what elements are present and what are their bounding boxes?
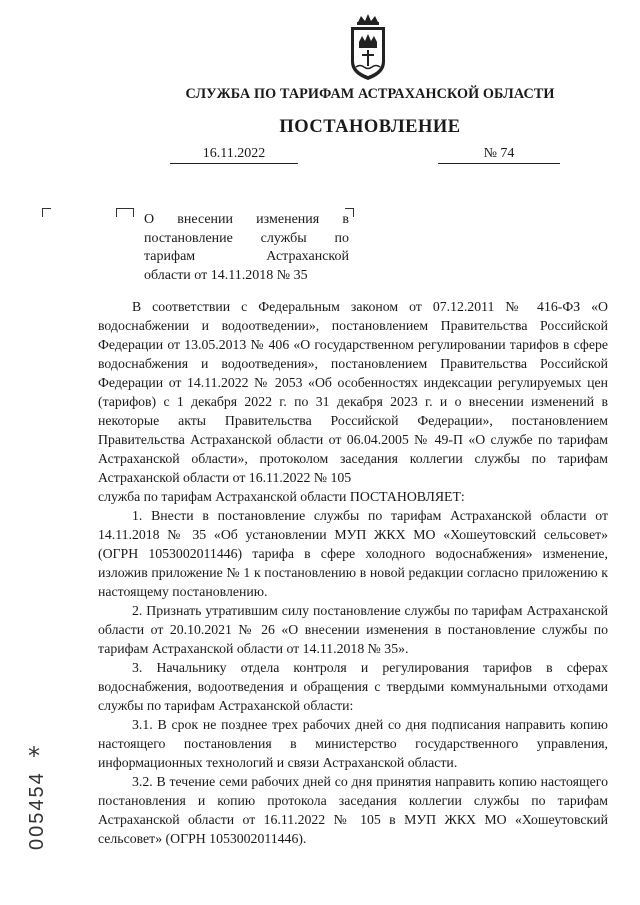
clause-3-1: 3.1. В срок не позднее трех рабочих дней со дня подписания направить копию настоящего постановления в министерство государственного управления, информационных технологий и связи Астраханской области.	[98, 717, 608, 770]
subject-line: постановление службы по	[144, 230, 349, 246]
subject-block	[144, 211, 349, 285]
clause-3-2: 3.2. В течение семи рабочих дней со дня принятия направить копию настоящего постановления и копию протокола заседания коллегии службы по тарифам Астраханской области от 16.11.2022 № 105 в МУП ЖКХ МО «Хошеутовский сельсовет» (ОГРН 1053002011446).	[98, 774, 608, 846]
document-type-title: ПОСТАНОВЛЕНИЕ	[279, 117, 461, 137]
clause-3: 3. Начальнику отдела контроля и регулирования тарифов в сферах водоснабжения, водоотведения и обращения с твердыми коммунальными отходами службы по тарифам Астраханской области:	[98, 660, 608, 713]
corner-bracket-left	[42, 208, 51, 217]
subject-line: области от 14.11.2018 № 35	[144, 267, 308, 283]
document-date: 16.11.2022	[170, 145, 298, 164]
corner-bracket-subject-left-inner	[125, 208, 134, 217]
document-number: № 74	[438, 145, 560, 164]
organization-name: СЛУЖБА ПО ТАРИФАМ АСТРАХАНСКОЙ ОБЛАСТИ	[185, 86, 555, 102]
margin-stamp-number: 005454	[26, 771, 48, 850]
resolution-line: служба по тарифам Астраханской области ПОСТАНОВЛЯЕТ:	[98, 489, 465, 504]
corner-bracket-subject-left	[116, 208, 125, 217]
preamble-paragraph: В соответствии с Федеральным законом от 07.12.2011 № 416-ФЗ «О водоснабжении и водоотведении», постановлением Правительства Российской Федерации от 13.05.2013 № 406 «О государственном регулировании тарифов в сфере водоснабжения и водоотведения», постановлением Правительства Российской Федерации от 14.11.2022 № 2053 «Об особенностях индексации регулируемых цен (тарифов) с 1 декабря 2022 г. по 31 декабря 2023 г. и о внесении изменений в некоторые акты Правительства Российской Федерации», постановлением Правительства Астраханской области от 06.04.2005 № 49-П «О службе по тарифам Астраханской области», протоколом заседания коллегии службы по тарифам Астраханской области от 16.11.2022 № 105	[98, 299, 608, 485]
document-body	[98, 297, 608, 848]
clause-2: 2. Признать утратившим силу постановление службы по тарифам Астраханской области от 20.10.2021 № 26 «О внесении изменения в постановление службы по тарифам Астраханской области от 14.11.2018 № 35».	[98, 603, 608, 656]
clause-1: 1. Внести в постановление службы по тарифам Астраханской области от 14.11.2018 № 35 «Об установлении МУП ЖКХ МО «Хошеутовский сельсовет» (ОГРН 1053002011446) тарифа в сфере холодного водоснабжения» изменение, изложив приложение № 1 к постановлению в новой редакции согласно приложению к настоящему постановлению.	[98, 508, 608, 599]
coat-of-arms-emblem	[346, 12, 390, 84]
subject-line: О внесении изменения в	[144, 212, 349, 227]
subject-line: тарифам Астраханской	[144, 249, 349, 264]
margin-star-mark: *	[28, 742, 40, 770]
